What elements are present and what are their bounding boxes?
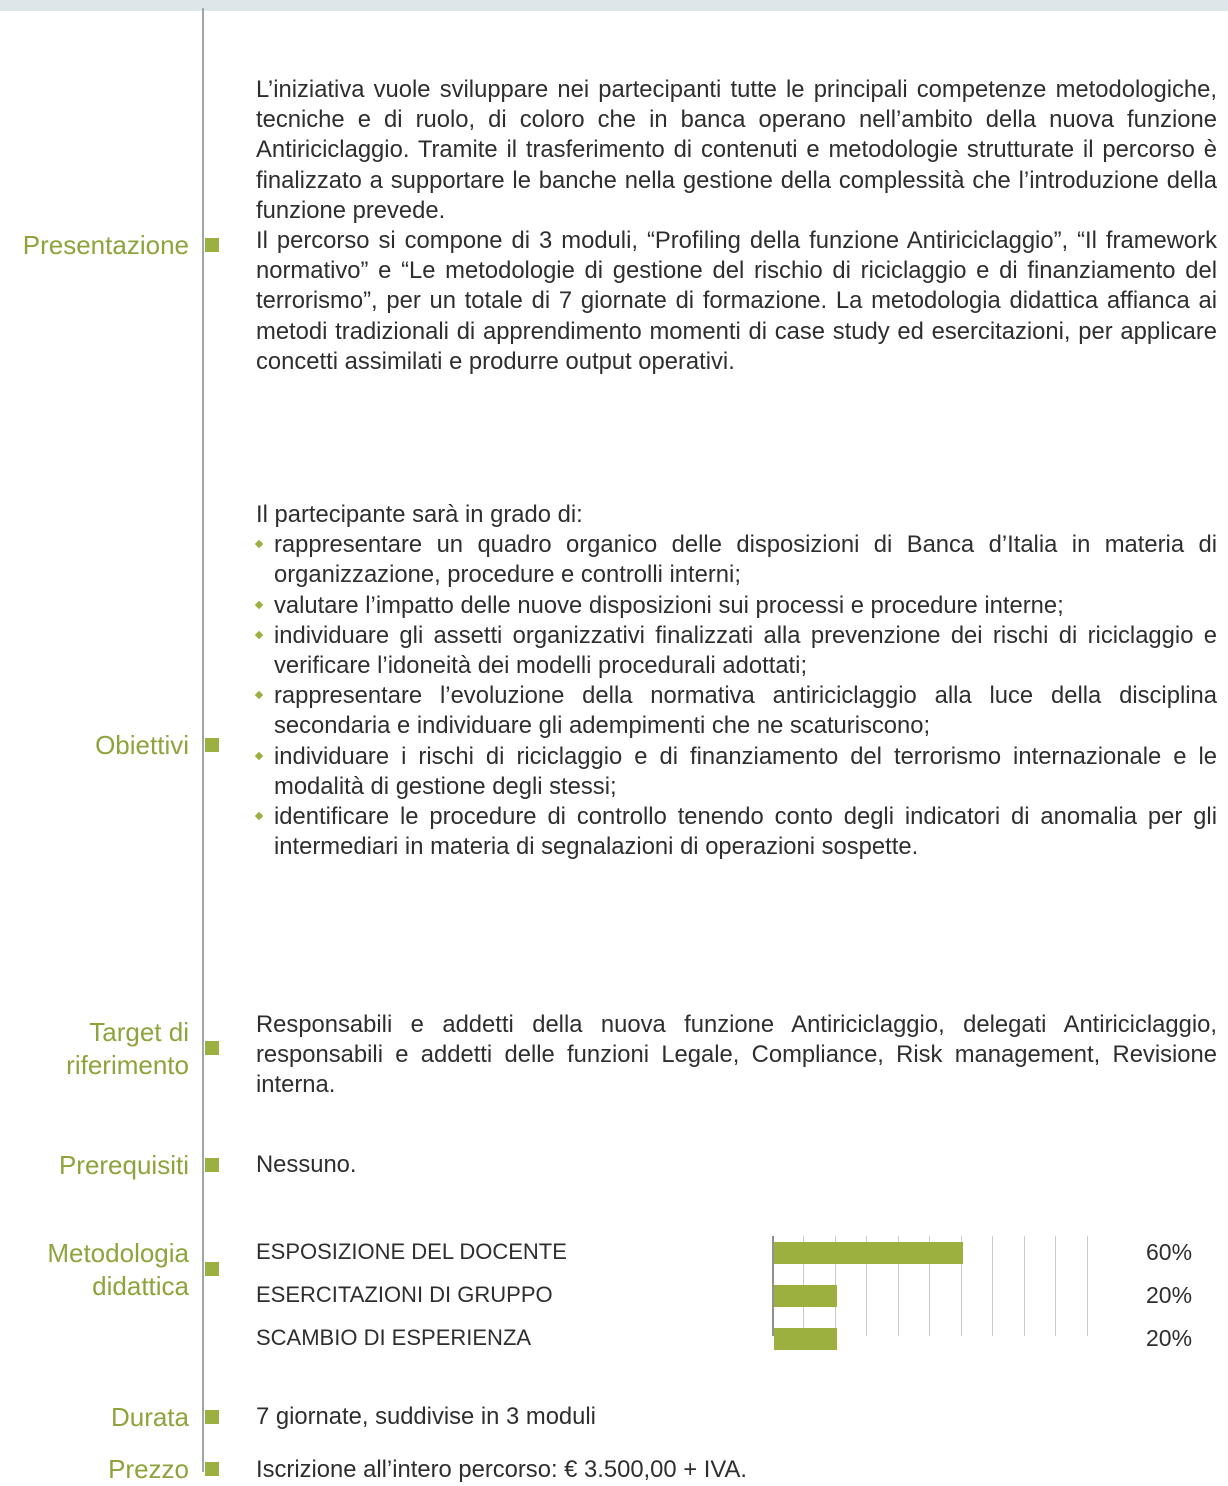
presentazione-paragraph-1: L’iniziativa vuole sviluppare nei partecipanti tutte le principali competenze metodologiche, tecniche e di ruolo, di coloro che in banca operano nell’ambito della nuova funzione Antiriciclaggio. Tramite il trasferimento di contenuti e metodologie strutturate il percorso è finalizzato a supportare le banche nella gestione della complessità che l’introduzione della funzione prevede.	[256, 76, 1217, 224]
section-label-prerequisiti: Prerequisiti	[58, 1150, 189, 1180]
durata-text: 7 giornate, suddivise in 3 moduli	[256, 1403, 596, 1430]
obiettivi-list-item	[256, 591, 1217, 621]
section-label-durata: Durata	[110, 1402, 189, 1432]
section-label-metodologia	[47, 1237, 189, 1303]
prerequisiti-text: Nessuno.	[256, 1151, 357, 1178]
prezzo-text: Iscrizione all’intero percorso: € 3.500,00 + IVA.	[256, 1456, 747, 1483]
obiettivi-item-text: individuare gli assetti organizzativi finalizzati alla prevenzione dei rischi di riciclaggio e verificare l’idoneità dei modelli procedurali adottati;	[274, 621, 1217, 680]
obiettivi-list-item	[256, 681, 1217, 741]
chart-bar	[774, 1242, 963, 1264]
metodologia-bar-chart	[772, 1236, 1118, 1336]
diamond-bullet-icon	[255, 751, 263, 759]
metodologia-label-line-1: Metodologia	[47, 1238, 189, 1268]
chart-category-label: SCAMBIO DI ESPERIENZA	[256, 1325, 532, 1350]
obiettivi-item-text: rappresentare l’evoluzione della normativa antiriciclaggio alla luce della disciplina secondaria e individuare gli adempimenti che ne scaturiscono;	[274, 682, 1217, 740]
section-label-presentazione: Presentazione	[22, 230, 189, 260]
section-marker-prerequisiti	[205, 1158, 219, 1172]
obiettivi-item-text: individuare i rischi di riciclaggio e di finanziamento del terrorismo internazionale e le modalità di gestione degli stessi;	[274, 742, 1217, 800]
chart-value-label: 20%	[1146, 1282, 1193, 1308]
obiettivi-list-item	[256, 742, 1217, 802]
section-marker-metodologia	[205, 1262, 219, 1276]
section-divider-line	[202, 8, 204, 1472]
chart-category-label: ESPOSIZIONE DEL DOCENTE	[256, 1239, 567, 1264]
section-marker-obiettivi	[205, 738, 219, 752]
presentazione-text	[256, 75, 1217, 377]
diamond-bullet-icon	[255, 691, 263, 699]
section-label-target	[66, 1016, 189, 1082]
diamond-bullet-icon	[255, 540, 263, 548]
obiettivi-item-text: identificare le procedure di controllo tenendo conto degli indicatori di anomalia per gli intermediari in materia di segnalazioni di operazioni sospette.	[274, 803, 1217, 861]
obiettivi-list	[256, 530, 1217, 862]
obiettivi-content	[256, 500, 1217, 862]
metodologia-label-line-2: didattica	[92, 1271, 189, 1301]
obiettivi-item-text: rappresentare un quadro organico delle disposizioni di Banca d’Italia in materia di organizzazione, procedure e controlli interni;	[274, 531, 1217, 589]
obiettivi-list-item	[256, 530, 1217, 590]
target-text: Responsabili e addetti della nuova funzione Antiriciclaggio, delegati Antiriciclaggio, responsabili e addetti delle funzioni Legale, Compliance, Risk management, Revisione interna.	[256, 1011, 1217, 1099]
presentazione-paragraph-2: Il percorso si compone di 3 moduli, “Profiling della funzione Antiriciclaggio”, “Il framework normativo” e “Le metodologie di gestione del rischio di riciclaggio e di finanziamento del terrorismo”, per un totale di 7 giornate di formazione. La metodologia didattica affianca ai metodi tradizionali di apprendimento momenti di case study ed esercitazioni, per applicare concetti assimilati e produrre output operativi.	[256, 227, 1217, 375]
diamond-bullet-icon	[255, 631, 263, 639]
chart-gridline	[1055, 1236, 1056, 1336]
section-marker-prezzo	[205, 1462, 219, 1476]
top-header-bar	[0, 0, 1228, 11]
section-label-prezzo: Prezzo	[108, 1454, 189, 1484]
chart-bar	[774, 1328, 837, 1350]
chart-value-label: 60%	[1146, 1239, 1193, 1265]
section-marker-target	[205, 1041, 219, 1055]
diamond-bullet-icon	[255, 812, 263, 820]
chart-category-label: ESERCITAZIONI DI GRUPPO	[256, 1282, 553, 1307]
section-label-obiettivi: Obiettivi	[95, 730, 189, 760]
target-label-line-1: Target di	[89, 1017, 189, 1047]
chart-gridline	[1087, 1236, 1088, 1336]
chart-gridline	[1024, 1236, 1025, 1336]
target-label-line-2: riferimento	[66, 1050, 189, 1080]
chart-gridline	[992, 1236, 993, 1336]
obiettivi-item-text: valutare l’impatto delle nuove disposizioni sui processi e procedure interne;	[274, 591, 1064, 619]
diamond-bullet-icon	[255, 600, 263, 608]
section-marker-presentazione	[205, 238, 219, 252]
obiettivi-list-item	[256, 802, 1217, 862]
obiettivi-list-item	[256, 621, 1217, 681]
chart-bar	[774, 1285, 837, 1307]
obiettivi-intro: Il partecipante sarà in grado di:	[256, 501, 583, 528]
chart-value-label: 20%	[1146, 1325, 1193, 1351]
section-marker-durata	[205, 1410, 219, 1424]
